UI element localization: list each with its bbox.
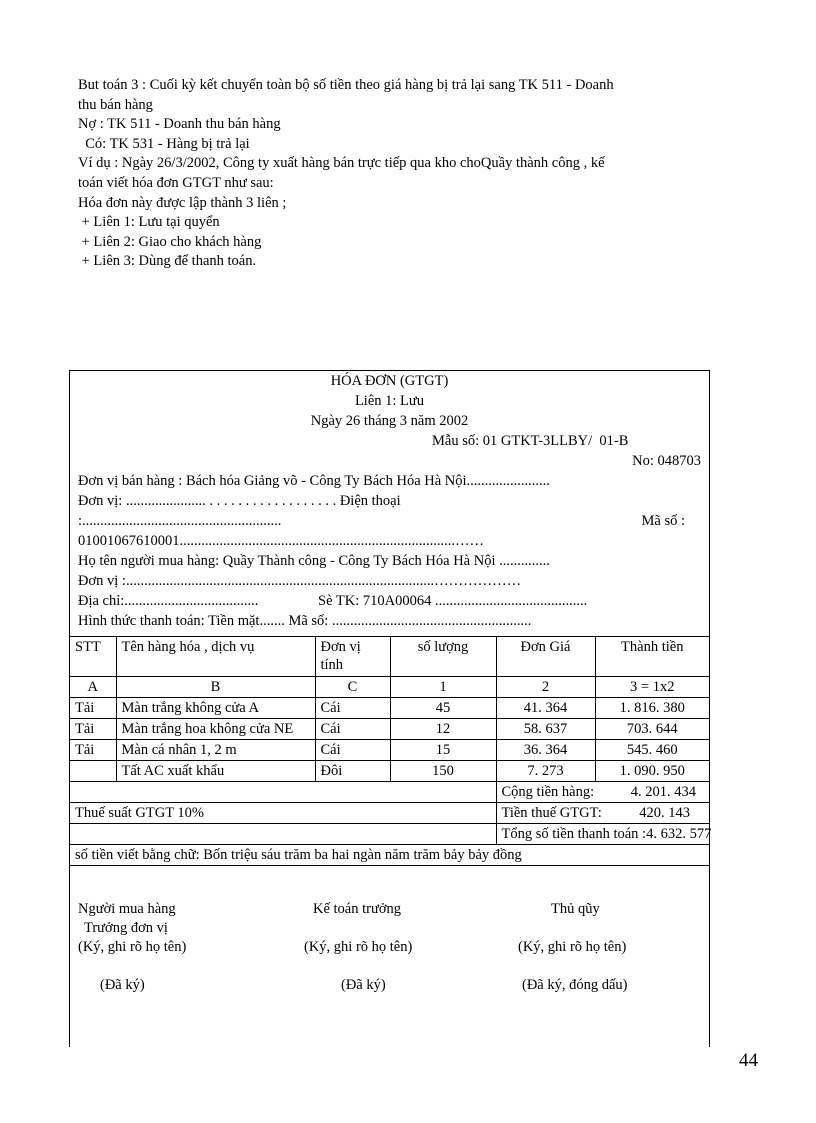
payment-line: Hình thức thanh toán: Tiền mặt....... Mã số: .......................................................: [78, 613, 532, 629]
invoice-date: Ngày 26 tháng 3 năm 2002: [310, 413, 469, 429]
subtotal-cell: [496, 782, 709, 803]
row-price: 36. 364: [496, 740, 595, 761]
sign-note-cashier: (Ký, ghi rõ họ tên): [518, 939, 627, 955]
row-amount: 1. 816. 380: [595, 698, 709, 719]
row-amount: 545. 460: [595, 740, 709, 761]
intro-line: toán viết hóa đơn GTGT như sau:: [78, 174, 274, 191]
invoice-title: HÓA ĐƠN (GTGT): [330, 373, 449, 389]
col-header-amount: Thành tiền: [595, 637, 709, 677]
table-row: [70, 761, 709, 782]
code-cell: A: [70, 677, 116, 698]
sign-note-buyer: (Ký, ghi rõ họ tên): [78, 939, 187, 955]
code-cell: 1: [390, 677, 496, 698]
vat-row: [70, 803, 709, 824]
in-words-row: [70, 845, 709, 866]
row-stt: Tải: [70, 740, 116, 761]
seller-line: Đơn vị bán hàng : Bách hóa Giảng võ - Công Ty Bách Hóa Hà Nội.......................: [78, 473, 550, 489]
invoice-number: No: 048703: [632, 453, 701, 469]
row-stt: Tải: [70, 698, 116, 719]
sign-head: Trưởng đơn vị: [84, 920, 168, 936]
buyer-unit-line: Đơn vị :.....................................................................................………………: [78, 573, 522, 589]
row-stt: Tải: [70, 719, 116, 740]
total-blank: [70, 824, 496, 845]
table-row: [70, 740, 709, 761]
vat-rate: Thuế suất GTGT 10%: [70, 803, 496, 824]
total-row: [70, 824, 709, 845]
col-header-stt: STT: [70, 637, 116, 677]
row-qty: 12: [390, 719, 496, 740]
table-row: [70, 698, 709, 719]
row-amount: 703. 644: [595, 719, 709, 740]
subtotal-row: [70, 782, 709, 803]
code-cell: 3 = 1x2: [595, 677, 709, 698]
row-name: Màn trắng hoa không cửa NE: [116, 719, 315, 740]
signed-cashier: (Đã ký, đóng dấu): [522, 977, 628, 993]
sign-note-accountant: (Ký, ghi rõ họ tên): [304, 939, 413, 955]
subtotal-value: 4. 201. 434: [630, 784, 696, 800]
table-header-row: [70, 637, 709, 677]
code-cell: 2: [496, 677, 595, 698]
row-unit: Cái: [315, 719, 390, 740]
row-qty: 15: [390, 740, 496, 761]
invoice-copy: Liên 1: Lưu: [354, 393, 425, 409]
row-name: Màn cá nhân 1, 2 m: [116, 740, 315, 761]
seller-dots-line: :.......................................................: [78, 513, 282, 529]
page-number: 44: [739, 1050, 758, 1071]
table-row: [70, 719, 709, 740]
row-stt: [70, 761, 116, 782]
address-line: Địa chỉ:.....................................: [78, 593, 259, 609]
row-price: 58. 637: [496, 719, 595, 740]
subtotal-blank: [70, 782, 496, 803]
vat-cell: [496, 803, 709, 824]
invoice-box: [69, 370, 710, 1047]
sign-buyer: Người mua hàng: [78, 901, 176, 917]
row-unit: Cái: [315, 698, 390, 719]
col-header-price: Đơn Giá: [496, 637, 595, 677]
signed-buyer: (Đã ký): [100, 977, 145, 993]
total-cell: Tổng số tiền thanh toán :4. 632. 577: [496, 824, 709, 845]
row-name: Màn trắng không cửa A: [116, 698, 315, 719]
row-amount: 1. 090. 950: [595, 761, 709, 782]
tax-code-line: 01001067610001............................................................................……: [78, 533, 484, 549]
sign-cashier: Thủ qũy: [551, 901, 600, 917]
col-header-name: Tên hàng hóa , dịch vụ: [116, 637, 315, 677]
row-qty: 150: [390, 761, 496, 782]
code-cell: B: [116, 677, 315, 698]
row-qty: 45: [390, 698, 496, 719]
intro-line: + Liên 3: Dùng để thanh toán.: [78, 253, 257, 270]
signed-accountant: (Đã ký): [341, 977, 386, 993]
table-code-row: [70, 677, 709, 698]
sign-accountant: Kế toán trưởng: [313, 901, 402, 917]
intro-line: + Liên 2: Giao cho khách hàng: [78, 233, 262, 250]
intro-line: Nợ : TK 511 - Doanh thu bán hàng: [78, 116, 281, 133]
row-price: 41. 364: [496, 698, 595, 719]
buyer-line: Họ tên người mua hàng: Quầy Thành công - Công Ty Bách Hóa Hà Nội ..............: [78, 553, 550, 569]
account-line: Sè TK: 710A00064 ..........................................: [318, 593, 588, 609]
row-unit: Cái: [315, 740, 390, 761]
intro-line: thu bán hàng: [78, 96, 153, 113]
invoice-items-table: [70, 636, 712, 866]
col-header-qty: số lượng: [390, 637, 496, 677]
vat-value: 420. 143: [639, 805, 690, 821]
intro-line: Có: TK 531 - Hàng bị trả lại: [78, 135, 250, 152]
tax-code-label: Mã số :: [641, 513, 685, 529]
intro-line: But toán 3 : Cuối kỳ kết chuyển toàn bộ số tiền theo giá hàng bị trả lại sang TK 511 - Doanh: [78, 77, 614, 93]
intro-line: + Liên 1: Lưu tại quyển: [78, 214, 220, 231]
seller-unit-phone: Đơn vị: ...................... . . . . . . . . . . . . . . . . . . Điện thoại: [78, 493, 401, 509]
invoice-form-number: Mẫu số: 01 GTKT-3LLBY/ 01-B: [432, 433, 629, 449]
intro-line: Hóa đơn này được lập thành 3 liên ;: [78, 194, 287, 211]
intro-line: Ví dụ : Ngày 26/3/2002, Công ty xuất hàng bán trực tiếp qua kho choQuầy thành công , kế: [78, 155, 605, 172]
code-cell: C: [315, 677, 390, 698]
col-header-unit: Đơn vị tính: [315, 637, 390, 677]
intro-text: [78, 76, 748, 272]
row-price: 7. 273: [496, 761, 595, 782]
row-name: Tất AC xuất khẩu: [116, 761, 315, 782]
row-unit: Đôi: [315, 761, 390, 782]
amount-in-words: số tiền viết bằng chữ: Bốn triệu sáu trăm ba hai ngàn năm trăm bảy bảy đồng: [70, 845, 709, 866]
vat-label: Tiền thuế GTGT:: [501, 805, 602, 821]
subtotal-label: Cộng tiền hàng:: [501, 784, 595, 800]
